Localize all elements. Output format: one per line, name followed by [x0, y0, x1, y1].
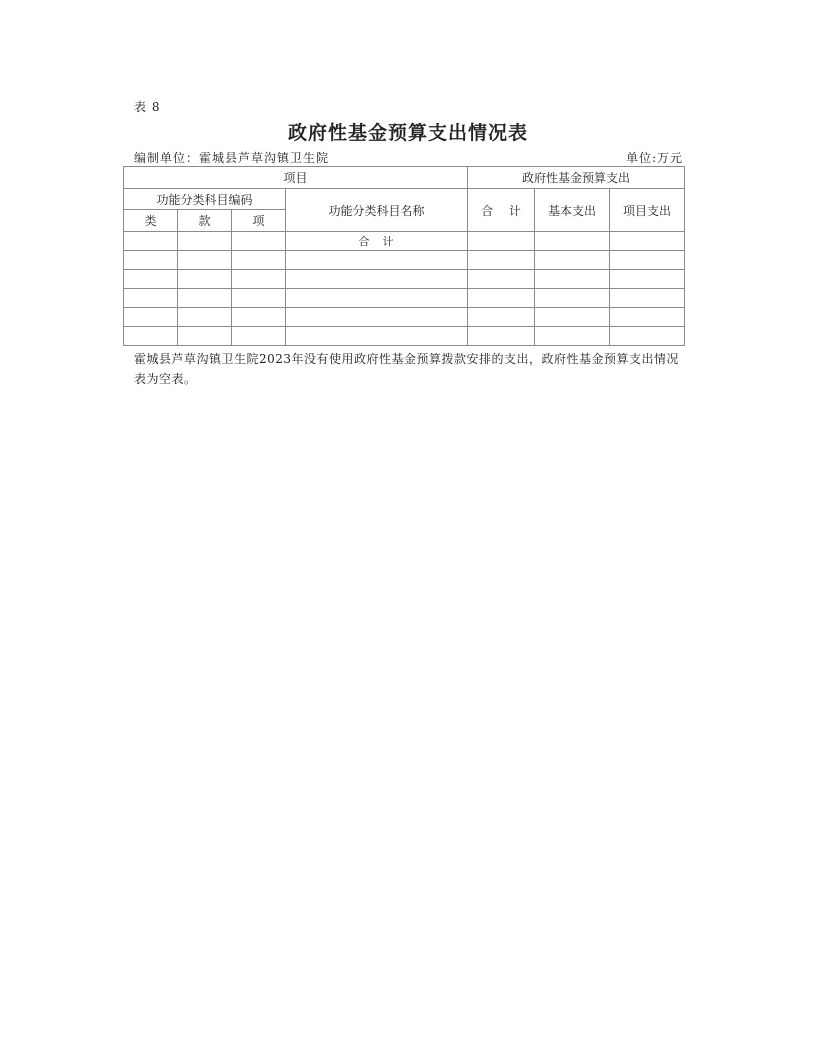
- table-cell: [178, 251, 232, 270]
- table-cell: [124, 251, 178, 270]
- table-cell: [124, 308, 178, 327]
- table-cell: [178, 270, 232, 289]
- page-title: 政府性基金预算支出情况表: [287, 122, 528, 144]
- table-cell: [178, 289, 232, 308]
- header-fund: 政府性基金预算支出: [468, 167, 685, 189]
- table-cell: [468, 289, 535, 308]
- unit-label: 单位:万元: [625, 151, 683, 165]
- table-row: [124, 327, 685, 346]
- table-cell: [535, 308, 610, 327]
- table-cell: [468, 327, 535, 346]
- header-row-2: [124, 189, 685, 210]
- table-cell: [232, 270, 286, 289]
- table-cell: [232, 251, 286, 270]
- table-cell: [178, 308, 232, 327]
- table-cell: [610, 327, 685, 346]
- header-total: 合 计: [468, 189, 535, 232]
- table-cell: [178, 232, 232, 251]
- header-code: 功能分类科目编码: [124, 189, 286, 210]
- note-text: 霍城县芦草沟镇卫生院2023年没有使用政府性基金预算拨款安排的支出，政府性基金预算支出情况表为空表。: [134, 352, 680, 386]
- fund-expenditure-table: [123, 166, 685, 346]
- table-cell: [535, 327, 610, 346]
- header-item-expenditure: 项目支出: [610, 189, 685, 232]
- table-cell: [124, 327, 178, 346]
- table-row: [124, 308, 685, 327]
- table-row: [124, 289, 685, 308]
- col-section: 款: [178, 210, 232, 232]
- col-item: 项: [232, 210, 286, 232]
- table-cell: [232, 289, 286, 308]
- table-cell: [468, 232, 535, 251]
- header-row-1: [124, 167, 685, 189]
- table-cell: [232, 232, 286, 251]
- table-cell: [610, 232, 685, 251]
- header-name: 功能分类科目名称: [286, 189, 468, 232]
- table-cell: [124, 232, 178, 251]
- table-cell: [535, 232, 610, 251]
- table-cell: [610, 270, 685, 289]
- table-row: [124, 270, 685, 289]
- table-cell: [286, 308, 468, 327]
- table-cell: [232, 308, 286, 327]
- org-label: 编制单位：霍城县芦草沟镇卫生院: [134, 151, 330, 165]
- table-cell: [535, 251, 610, 270]
- table-cell: [468, 308, 535, 327]
- table-cell: [610, 289, 685, 308]
- table-cell: [232, 327, 286, 346]
- table-row-total: [124, 232, 685, 251]
- header-project: 项目: [124, 167, 468, 189]
- table-cell: [535, 270, 610, 289]
- table-cell: [610, 308, 685, 327]
- table-cell: [124, 270, 178, 289]
- table-cell: [286, 289, 468, 308]
- table-cell: [535, 289, 610, 308]
- table-cell: [286, 251, 468, 270]
- table-row: [124, 251, 685, 270]
- table-cell: [468, 251, 535, 270]
- table-cell: [468, 270, 535, 289]
- table-cell: [610, 251, 685, 270]
- table-cell: [286, 327, 468, 346]
- total-row-label: 合 计: [286, 232, 468, 251]
- col-class: 类: [124, 210, 178, 232]
- header-basic: 基本支出: [535, 189, 610, 232]
- table-cell: [124, 289, 178, 308]
- table-cell: [286, 270, 468, 289]
- table-cell: [178, 327, 232, 346]
- table-number: 表 8: [134, 100, 161, 114]
